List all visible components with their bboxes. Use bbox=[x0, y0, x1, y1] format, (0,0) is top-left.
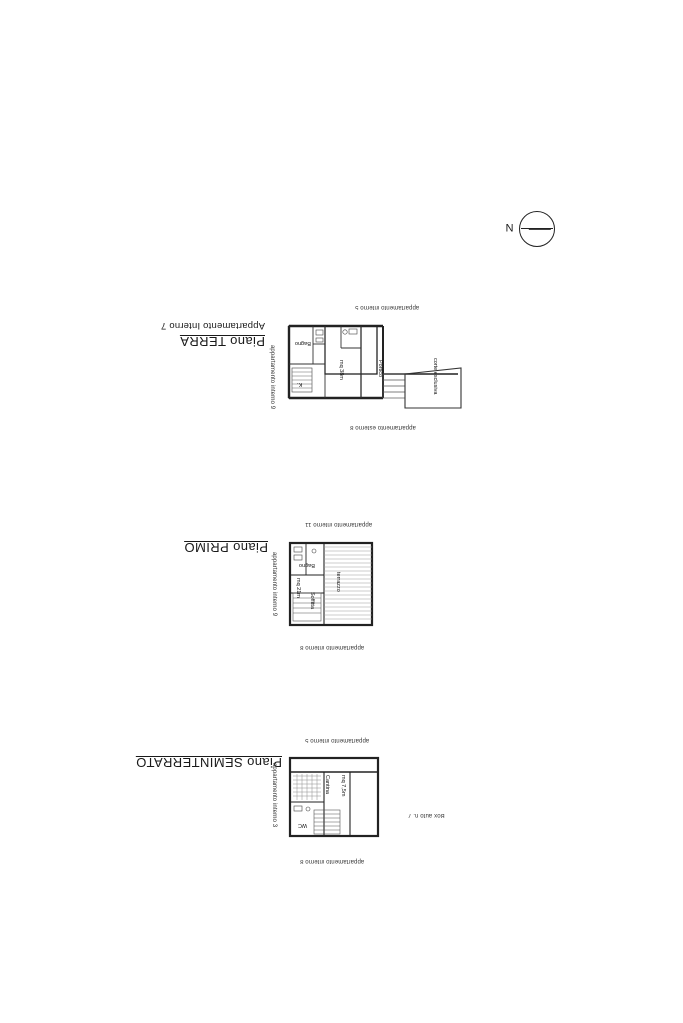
annotation-terra-top: appartamento interno 5 bbox=[355, 304, 420, 310]
room-label-terra-k: K. bbox=[297, 381, 303, 387]
plan-title-primo-block bbox=[184, 540, 268, 555]
annotation-primo-bottom: appartamento interno 8 bbox=[300, 644, 365, 650]
room-label-terra-bagno: Bagno bbox=[295, 340, 311, 346]
plan-title-seminterrato-block bbox=[135, 755, 282, 770]
plan-title-primo: Piano PRIMO bbox=[184, 540, 268, 555]
annotation-primo-top: appartamento interno 11 bbox=[305, 521, 373, 527]
room-label-terra-area: mq 38m bbox=[338, 360, 344, 380]
room-label-primo-terrazzo: terrazzo bbox=[335, 572, 341, 592]
annotation-terra-side: appartamento interno 9 bbox=[269, 345, 275, 410]
room-label-primo-bagno: Bagno bbox=[299, 562, 315, 568]
annotation-terra-bottom: appartamento esterno 8 bbox=[350, 424, 416, 430]
floorplan-drawing-seminterrato bbox=[284, 750, 404, 855]
plan-title-terra-block bbox=[160, 320, 265, 349]
north-arrow bbox=[505, 205, 565, 253]
annotation-primo-side: appartamento interno 9 bbox=[271, 552, 277, 617]
plan-title-terra: Piano TERRA bbox=[179, 334, 265, 349]
room-label-primo-area: mq 21m bbox=[295, 578, 301, 598]
annotation-seminterrato-box: Box auto n. 7 bbox=[408, 812, 445, 818]
plan-title-seminterrato: Piano SEMINTERRATO bbox=[135, 755, 282, 770]
room-label-seminterrato-area: mq 7,5m bbox=[340, 775, 346, 797]
compass-needle-wing bbox=[525, 229, 551, 240]
room-label-primo-soffitta: Soffitta bbox=[309, 592, 315, 610]
room-label-terra-corte: corte esclusiva bbox=[432, 358, 438, 395]
annotation-seminterrato-bottom: appartamento interno 8 bbox=[300, 858, 365, 864]
room-label-seminterrato-wc: WC bbox=[298, 822, 308, 828]
annotation-seminterrato-top: appartamento interno 5 bbox=[305, 737, 370, 743]
plan-subtitle-terra: Appartamento Interno 7 bbox=[160, 320, 265, 331]
room-label-terra-portico: Portico bbox=[377, 360, 383, 378]
compass-north-label: N bbox=[505, 221, 514, 233]
annotation-seminterrato-side: appartamento interno 3 bbox=[271, 763, 277, 828]
room-label-seminterrato-cantina: Cantina bbox=[324, 775, 330, 794]
